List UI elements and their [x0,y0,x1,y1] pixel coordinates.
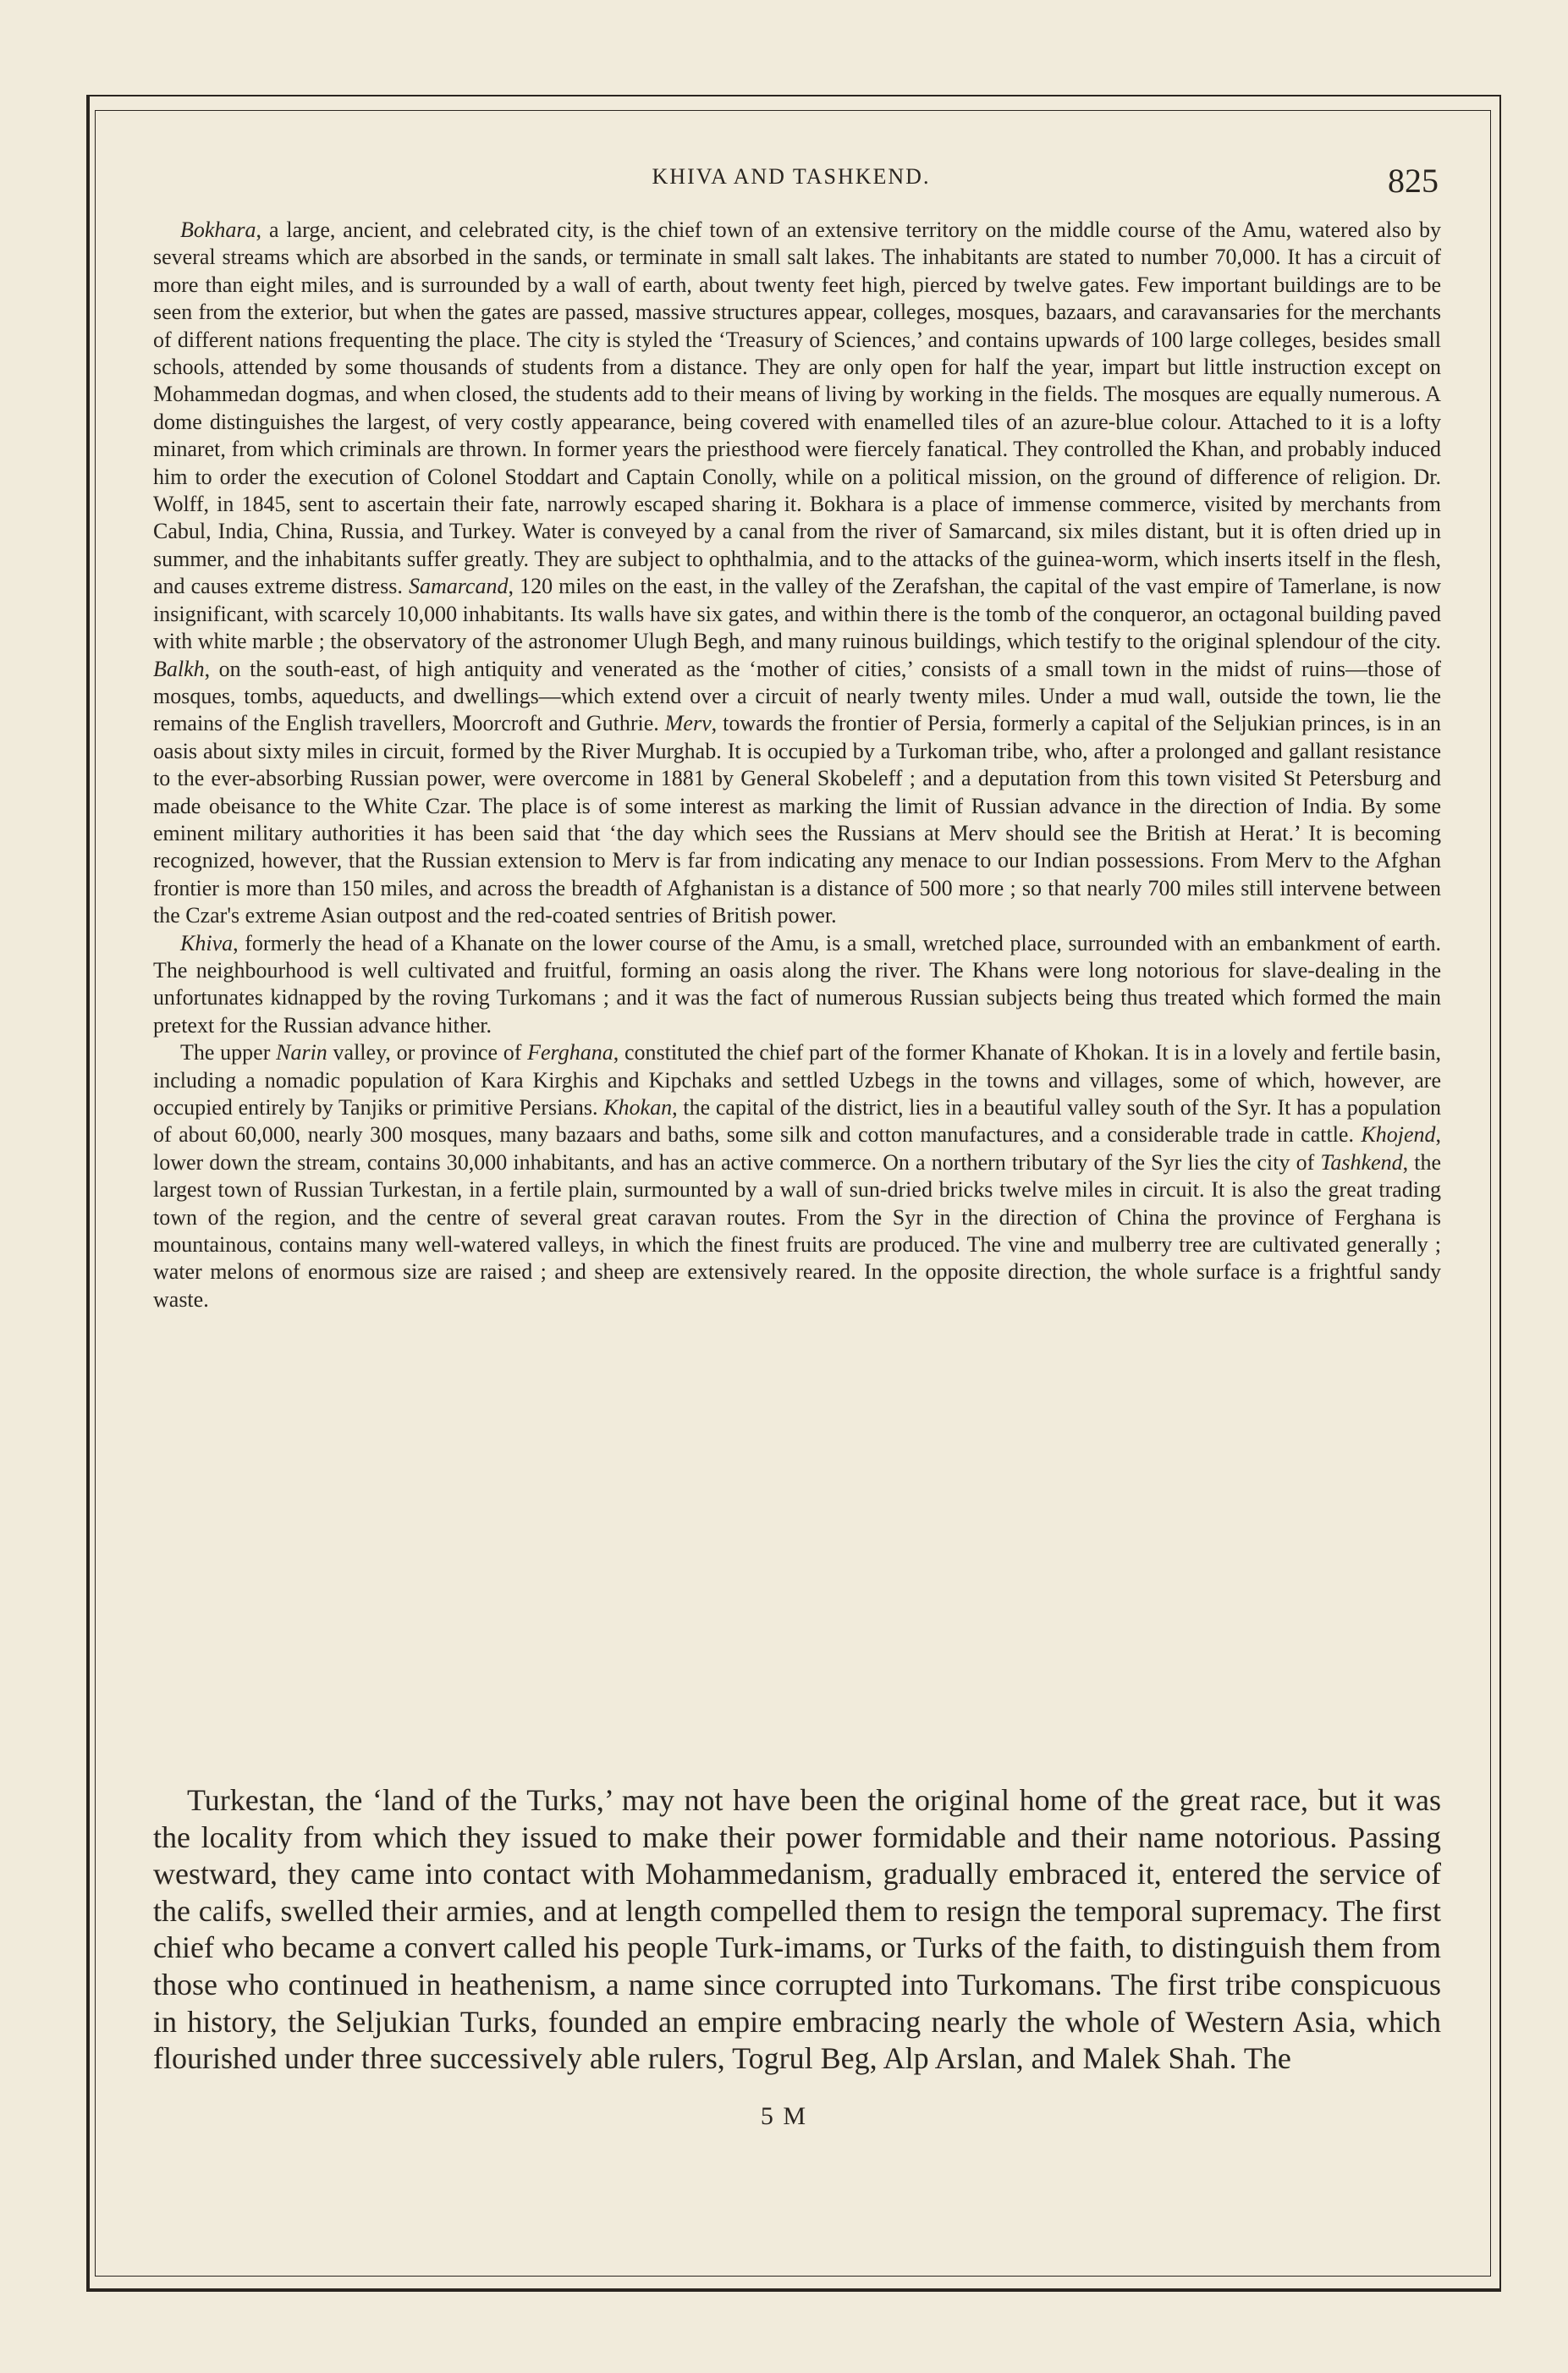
paragraph-khiva [153,930,1441,1040]
text-run: , 120 miles on the east, in the valley of the Zerafshan, the capital of the vast empire of Tamerlane, is now insignificant, with scarcely 10,000 inhabitants. Its walls have six gates, and within there is the tomb of the conqueror, an octagonal building paved with white marble ; the observatory of the astronomer Ulugh Begh, and many ruinous buildings, which testify to the original splendour of the city. [153,574,1441,654]
text-run: , lower down the stream, contains 30,000 inhabitants, and has an active commerce. On a northern tributary of the Syr lies the city of [153,1122,1441,1175]
text-run: , a large, ancient, and celebrated city, is the chief town of an extensive territory on the middle course of the Amu, watered also by several streams which are absorbed in the sands, or terminate in small salt lakes. The inhabitants are stated to number 70,000. It has a circuit of more than eight miles, and is surrounded by a wall of earth, about twenty feet high, pierced by twelve gates. Few important buildings are to be seen from the exterior, but when the gates are passed, massive structures appear, colleges, mosques, bazaars, and caravansaries for the merchants of different nations frequenting the place. The city is styled the ‘Treasury of Sciences,’ and contains upwards of 100 large colleges, besides small schools, attended by some thousands of students from a distance. They are only open for half the year, impart but little instruction except on Mohammedan dogmas, and when closed, the students add to their means of living by working in the fields. The mosques are equally numerous. A dome distinguishes the largest, of very costly appearance, being covered with enamelled tiles of an azure-blue colour. Attached to it is a lofty minaret, from which criminals are thrown. In former years the priesthood were fiercely fanatical. They controlled the Khan, and probably induced him to order the execution of Colonel Stoddart and Captain Conolly, while on a political mission, on the ground of difference of religion. Dr. Wolff, in 1845, sent to ascertain their fate, narrowly escaped sharing it. Bokhara is a place of immense commerce, visited by merchants from Cabul, India, China, Russia, and Turkey. Water is conveyed by a canal from the river of Samarcand, six miles distant, but it is often dried up in summer, and the inhabitants suffer greatly. They are subject to ophthalmia, and to the attacks of the guinea-worm, which inserts itself in the flesh, and causes extreme distress. [153,217,1441,599]
signature-mark: 5 M [760,2102,808,2130]
italic-place-name: Khokan [603,1095,673,1120]
italic-place-name: Ferghana [527,1040,613,1065]
paragraph-bokhara [153,217,1441,930]
page-number: 825 [1388,162,1439,200]
paragraph-ferghana [153,1039,1441,1313]
running-title: KHIVA AND TASHKEND. [652,164,931,189]
text-run: The upper [180,1040,277,1065]
italic-place-name: Narin [276,1040,327,1065]
paragraph-turkestan: Turkestan, the ‘land of the Turks,’ may not have been the original home of the great race, but it was the locality from which they issued to make their power formidable and their name notorious. Passing westward, they came into contact with Mohammedanism, gradually embraced it, entered the service of the califs, swelled their armies, and at length compelled them to resign the temporal supremacy. The first chief who became a convert called his people Turk-imams, or Turks of the faith, to distinguish them from those who continued in heathenism, a name since corrupted into Turkomans. The first tribe conspicuous in history, the Seljukian Turks, founded an empire embracing nearly the whole of Western Asia, which flourished under three successively able rulers, Togrul Beg, Alp Arslan, and Malek Shah. The [153,1783,1441,2076]
italic-place-name: Samarcand [409,574,509,599]
italic-place-name: Merv [664,711,712,736]
italic-place-name: Khojend [1361,1122,1436,1148]
text-run: , formerly the head of a Khanate on the lower course of the Amu, is a small, wretched place, surrounded with an embankment of earth. The neighbourhood is well cultivated and fruitful, forming an oasis along the river. The Khans were long notorious for slave-dealing in the unfortunates kidnapped by the roving Turkomans ; and it was the fact of numerous Russian subjects being thus treated which formed the main pretext for the Russian advance hither. [153,930,1441,1038]
text-run: , constituted the chief part of the former Khanate of Khokan. It is in a lovely and fertile basin, including a nomadic population of Kara Kirghis and Kipchaks and settled Uzbegs in the towns and villages, some of which, however, are occupied entirely by Tanjiks or primitive Persians. [153,1040,1441,1120]
small-print-section [153,217,1441,1313]
text-run: valley, or province of [327,1040,528,1065]
text-run: , the capital of the district, lies in a beautiful valley south of the Syr. It has a population of about 60,000, nearly 300 mosques, many bazaars and baths, some silk and cotton manufactures, and a considerable trade in cattle. [153,1095,1442,1148]
italic-place-name: Tashkend [1320,1149,1403,1175]
text-run: , towards the frontier of Persia, formerly a capital of the Seljukian princes, is in an oasis about sixty miles in circuit, formed by the River Murghab. It is occupied by a Turkoman tribe, who, after a prolonged and gallant resistance to the ever-absorbing Russian power, were overcome in 1881 by General Skobeleff ; and a deputation from this town visited St Petersburg and made obeisance to the White Czar. The place is of some interest as marking the limit of Russian advance in the direction of India. By some eminent military authorities it has been said that ‘the day which sees the Russians at Merv should see the British at Herat.’ It is becoming recognized, however, that the Russian extension to Merv is far from indicating any menace to our Indian possessions. From Merv to the Afghan frontier is more than 150 miles, and across the breadth of Afghanistan is a distance of 500 more ; so that nearly 700 miles still intervene between the Czar's extreme Asian outpost and the red-coated sentries of British power. [153,711,1442,928]
italic-place-name: Bokhara [180,217,256,242]
italic-place-name: Khiva [180,930,234,955]
text-run: , on the south-east, of high antiquity and venerated as the ‘mother of cities,’ consists of a small town in the midst of ruins—those of mosques, tombs, aqueducts, and dwellings—which extend over a circuit of nearly twenty miles. Under a mud wall, outside the town, lie the remains of the English travellers, Moorcroft and Guthrie. [153,656,1441,736]
italic-place-name: Balkh [153,656,205,681]
large-print-section [153,1782,1441,2078]
text-run: , the largest town of Russian Turkestan, in a fertile plain, surmounted by a wall of sun-dried bricks twelve miles in circuit. It is also the great trading town of the region, and the centre of several great caravan routes. From the Syr in the direction of China the province of Ferghana is mountainous, contains many well-watered valleys, in which the finest fruits are produced. The vine and mulberry tree are cultivated generally ; water melons of enormous size are raised ; and sheep are extensively reared. In the opposite direction, the whole surface is a frightful sandy waste. [153,1149,1441,1312]
page-header [144,161,1439,200]
